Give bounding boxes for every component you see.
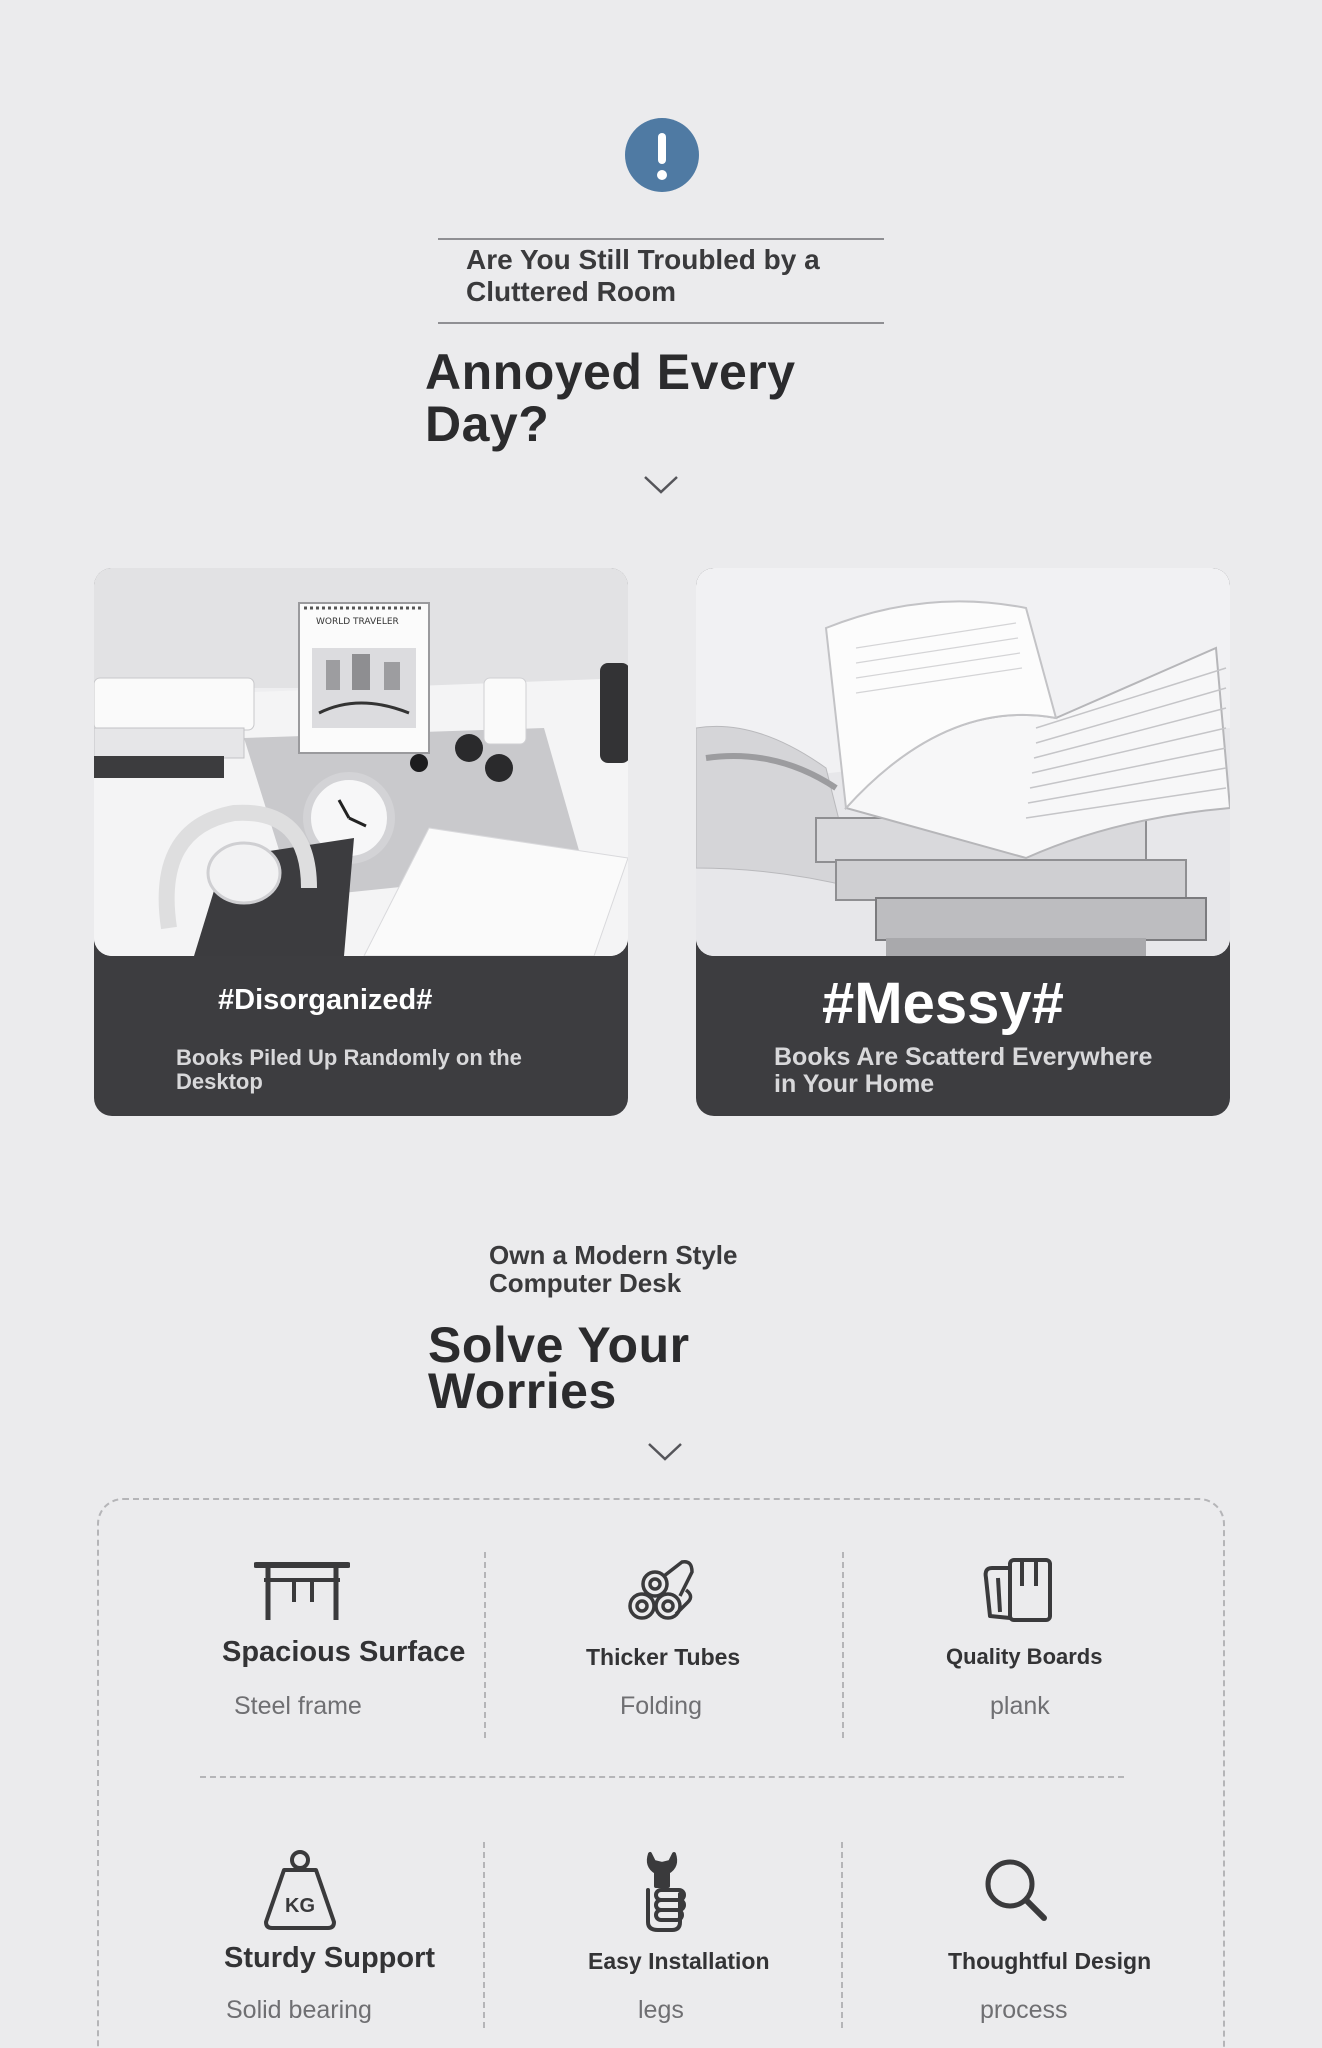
- table-icon: [254, 1560, 350, 1622]
- intro-subtitle: [466, 244, 820, 308]
- card-subtitle-line1: Books Are Scatterd Everywhere: [774, 1043, 1153, 1071]
- feature-subtitle: plank: [990, 1692, 1050, 1720]
- feature-title: Spacious Surface: [222, 1636, 466, 1668]
- feature-subtitle: Folding: [620, 1692, 702, 1720]
- magnifier-icon: [984, 1858, 1048, 1922]
- boards-icon: [980, 1556, 1056, 1624]
- feature-subtitle: Steel frame: [234, 1692, 362, 1720]
- feature-subtitle: legs: [638, 1996, 684, 2024]
- problem-card-messy: [696, 568, 1230, 1116]
- divider-vertical: [483, 1842, 485, 2028]
- divider-horizontal: [200, 1776, 1124, 1778]
- intro-subtitle-line2: Cluttered Room: [466, 276, 676, 307]
- feature-title: Quality Boards: [946, 1644, 1103, 1669]
- intro-headline-line2: Day?: [425, 396, 550, 452]
- solution-subtitle-line2: Computer Desk: [489, 1268, 682, 1298]
- feature-title: Sturdy Support: [224, 1942, 436, 1974]
- divider-top: [438, 238, 884, 240]
- feature-title: Easy Installation: [588, 1948, 770, 1974]
- alert-icon: [625, 118, 699, 192]
- hand-wrench-icon: [636, 1850, 690, 1932]
- intro-headline: [425, 346, 796, 450]
- kg-label: KG: [285, 1895, 315, 1917]
- solution-headline-line1: Solve Your: [428, 1317, 690, 1373]
- card-title: #Messy#: [822, 971, 1064, 1036]
- chevron-down-icon: [643, 474, 679, 496]
- card-subtitle-line1: Books Piled Up Randomly on the: [176, 1045, 522, 1070]
- divider-vertical: [841, 1842, 843, 2028]
- divider-vertical: [484, 1552, 486, 1738]
- solution-headline-line2: Worries: [428, 1363, 617, 1419]
- solution-subtitle: [489, 1241, 738, 1297]
- chevron-down-icon: [647, 1441, 683, 1463]
- scattered-books-photo: [696, 568, 1230, 956]
- card-title: #Disorganized#: [218, 984, 433, 1016]
- kg-weight-icon: [262, 1850, 338, 1930]
- card-subtitle-line2: in Your Home: [774, 1070, 935, 1098]
- feature-subtitle: process: [980, 1996, 1068, 2024]
- divider-bottom: [438, 322, 884, 324]
- tubes-icon: [624, 1552, 696, 1624]
- desk-clutter-photo: [94, 568, 628, 956]
- feature-title: Thoughtful Design: [948, 1948, 1152, 1974]
- solution-headline: [428, 1317, 690, 1419]
- divider-vertical: [842, 1552, 844, 1738]
- feature-subtitle: Solid bearing: [226, 1996, 372, 2024]
- intro-headline-line1: Annoyed Every: [425, 344, 796, 400]
- solution-subtitle-line1: Own a Modern Style: [489, 1240, 738, 1270]
- card-subtitle: [176, 1046, 522, 1094]
- problem-card-disorganized: [94, 568, 628, 1116]
- card-subtitle-line2: Desktop: [176, 1069, 263, 1094]
- calendar-label: WORLD TRAVELER: [316, 617, 399, 627]
- card-subtitle: [774, 1044, 1152, 1098]
- feature-title: Thicker Tubes: [586, 1644, 741, 1670]
- intro-subtitle-line1: Are You Still Troubled by a: [466, 244, 820, 275]
